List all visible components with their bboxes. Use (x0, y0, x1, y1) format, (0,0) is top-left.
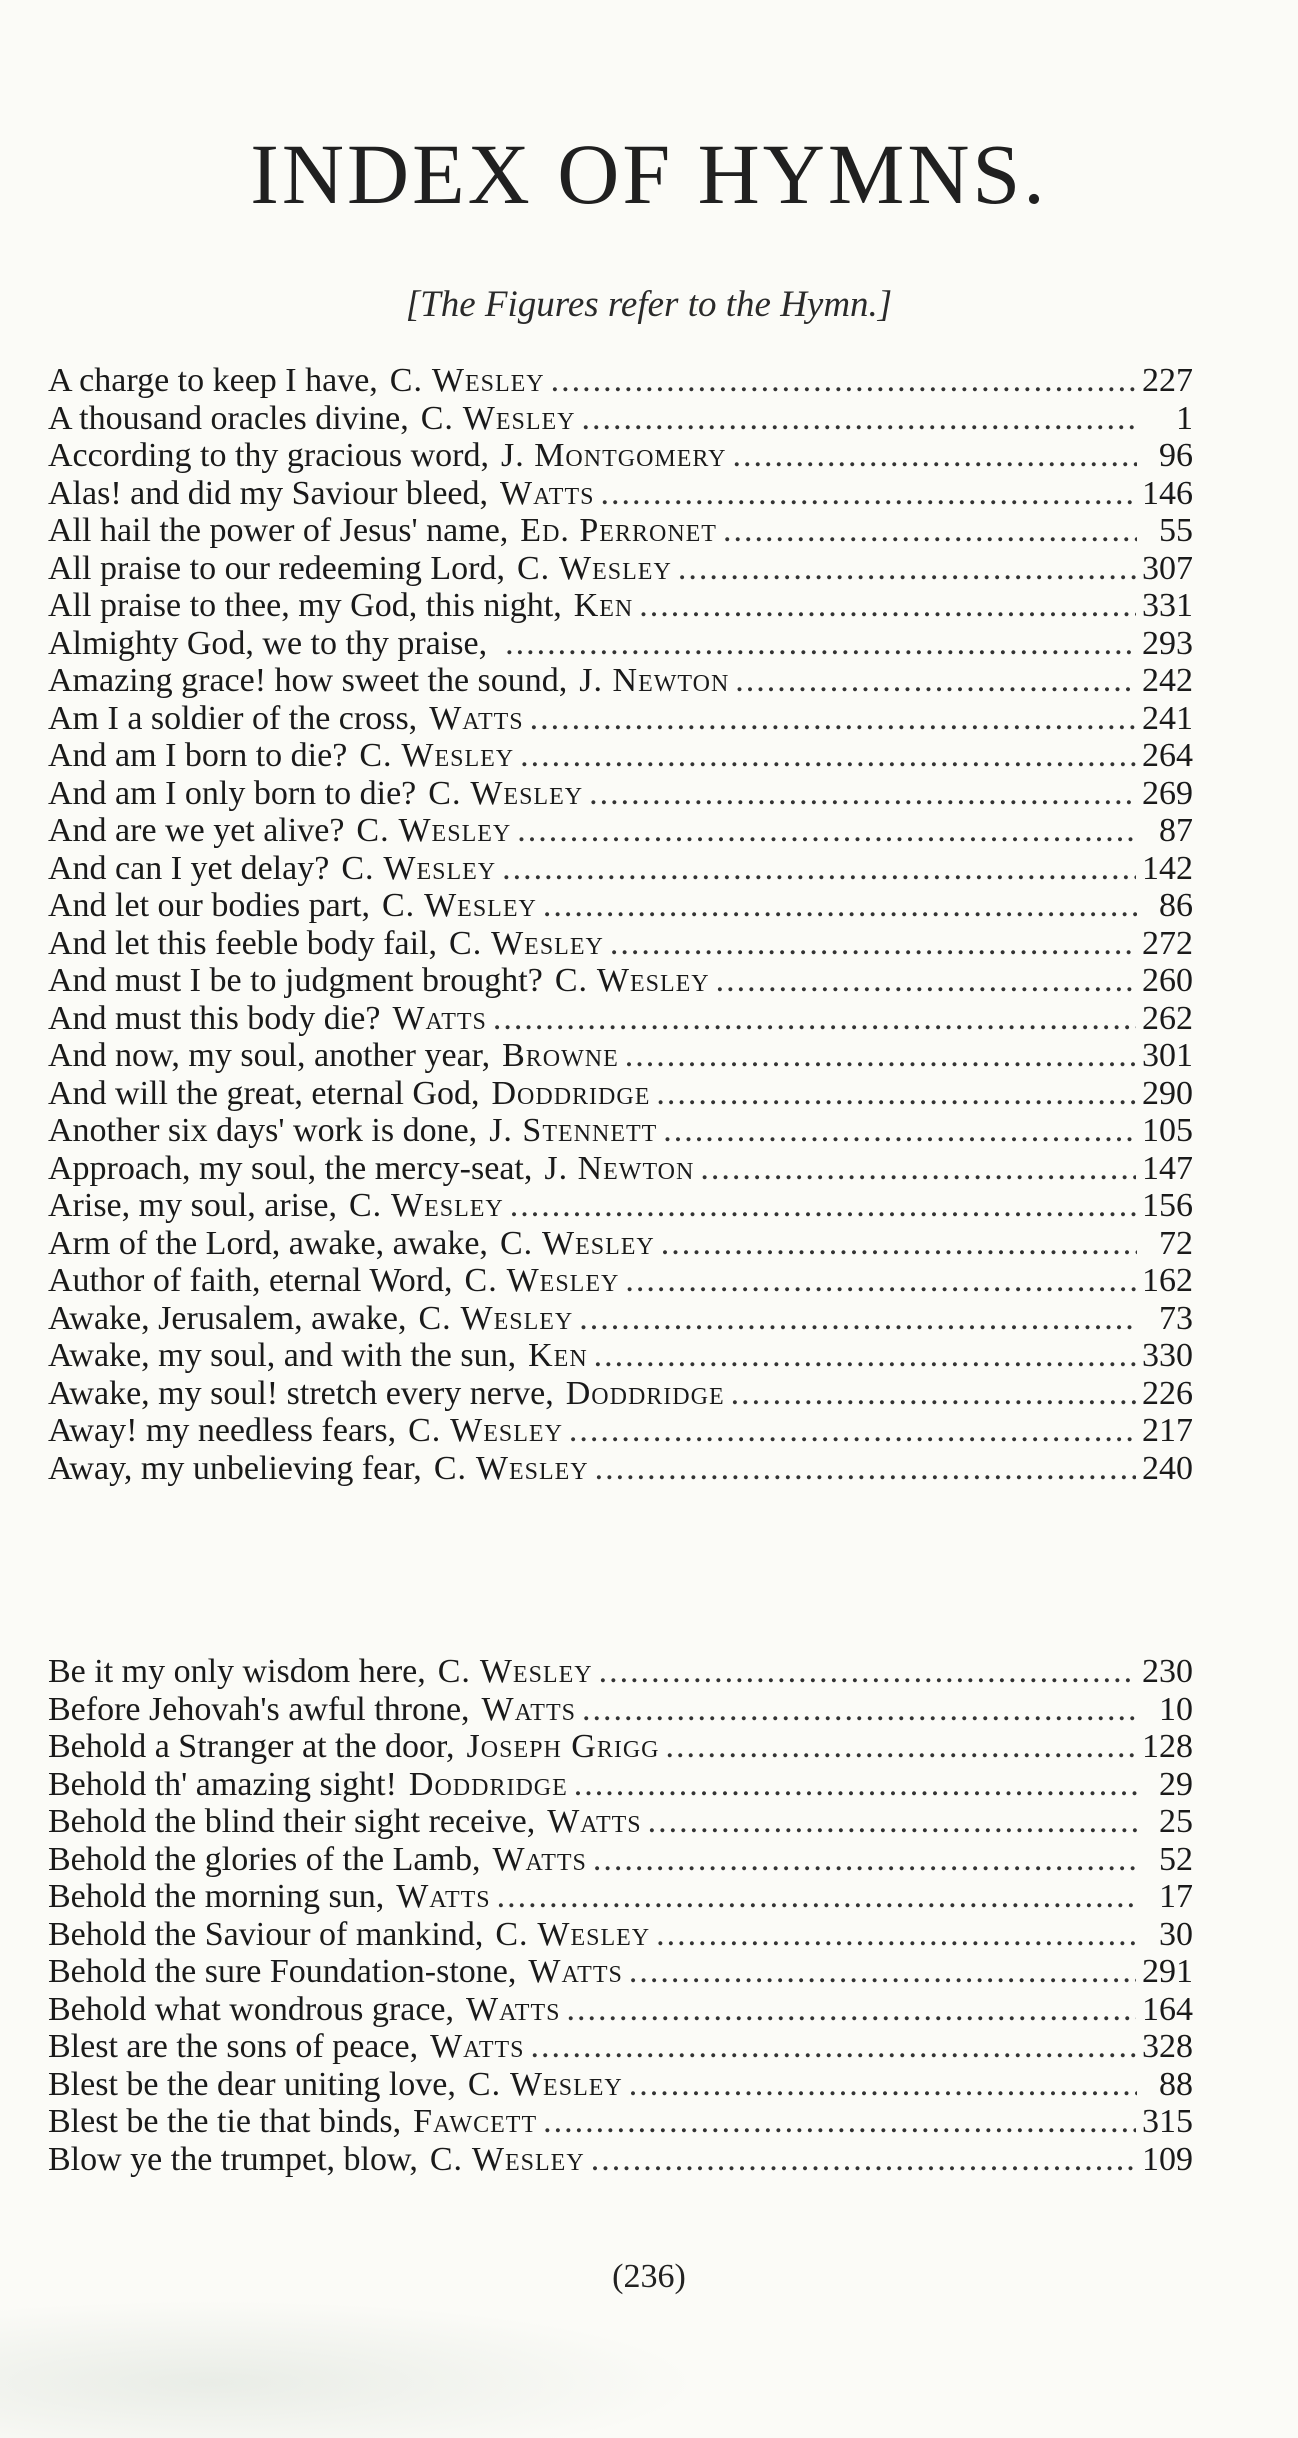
hymn-first-line: Behold the glories of the Lamb, (48, 1840, 481, 1878)
index-entry (48, 1841, 1193, 1879)
leader-dots (520, 737, 1136, 775)
leader-dots (505, 625, 1136, 663)
hymn-first-line: Awake, Jerusalem, awake, (48, 1299, 407, 1337)
index-entry (48, 1916, 1193, 1954)
index-entry (48, 1450, 1193, 1488)
hymn-first-line: Behold what wondrous grace, (48, 1990, 455, 2028)
hymn-first-line: Behold the Saviour of mankind, (48, 1915, 484, 1953)
hymn-first-line: Author of faith, eternal Word, (48, 1262, 453, 1299)
hymn-first-line: According to thy gracious word, (48, 437, 489, 474)
leader-dots (716, 962, 1136, 1000)
leader-dots (589, 775, 1136, 813)
index-entry (48, 1300, 1193, 1338)
hymn-author: Watts (492, 1840, 587, 1878)
hymn-first-line: Be it my only wisdom here, (48, 1653, 426, 1690)
leader-dots (497, 1878, 1137, 1916)
leader-dots (531, 2028, 1136, 2066)
index-entry (48, 812, 1193, 850)
index-entry (48, 887, 1193, 925)
index-entry (48, 437, 1193, 475)
index-entry (48, 1037, 1193, 1075)
hymn-number: 262 (1142, 999, 1193, 1037)
leader-dots (510, 1187, 1136, 1225)
leader-dots (731, 1375, 1136, 1413)
hymn-number: 10 (1159, 1690, 1193, 1728)
hymn-first-line: Before Jehovah's awful throne, (48, 1690, 470, 1728)
hymn-number: 1 (1176, 399, 1193, 437)
hymn-number: 86 (1159, 887, 1193, 924)
leader-dots (502, 850, 1136, 888)
hymn-number: 269 (1142, 774, 1193, 812)
leader-dots (517, 812, 1137, 850)
hymn-first-line: All praise to thee, my God, this night, (48, 587, 562, 624)
index-entry (48, 1728, 1193, 1766)
hymn-author: J. Montgomery (500, 437, 727, 474)
hymn-author: C. Wesley (356, 812, 512, 849)
index-entry (48, 1953, 1193, 1991)
index-entry (48, 1000, 1193, 1038)
hymn-number: 87 (1159, 812, 1193, 849)
leader-dots (599, 1653, 1136, 1691)
hymn-author: Ed. Perronet (520, 512, 717, 549)
page-title: INDEX OF HYMNS. (250, 126, 1048, 222)
leader-dots (594, 1337, 1136, 1375)
hymn-author: C. Wesley (516, 549, 672, 587)
page-number: (236) (612, 2258, 686, 2295)
leader-dots (591, 2141, 1136, 2179)
hymn-author: Watts (392, 999, 487, 1037)
index-entry (48, 2141, 1193, 2179)
hymn-first-line: And will the great, eternal God, (48, 1074, 480, 1112)
hymn-author: Joseph Grigg (466, 1728, 660, 1765)
hymn-author: Watts (528, 1953, 623, 1990)
hymn-first-line: And are we yet alive? (48, 812, 345, 849)
hymn-first-line: And can I yet delay? (48, 849, 330, 887)
hymn-first-line: Awake, my soul, and with the sun, (48, 1337, 517, 1374)
leader-dots (582, 400, 1137, 438)
hymn-author: C. Wesley (418, 1299, 574, 1337)
index-entry (48, 2066, 1193, 2104)
hymn-author: C. Wesley (382, 887, 537, 924)
hymn-author: Ken (573, 587, 634, 624)
hymn-number: 73 (1159, 1299, 1193, 1337)
hymn-number: 241 (1142, 699, 1193, 737)
index-entry (48, 1150, 1193, 1188)
hymn-author: C. Wesley (359, 737, 515, 774)
hymn-number: 330 (1142, 1337, 1193, 1374)
hymn-first-line: Behold th' amazing sight! (48, 1765, 397, 1803)
hymn-author: C. Wesley (389, 362, 545, 399)
leader-dots (700, 1150, 1136, 1188)
hymn-author: Doddridge (565, 1374, 725, 1412)
index-entry (48, 775, 1193, 813)
hymn-number: 242 (1142, 662, 1193, 699)
hymn-number: 272 (1142, 924, 1193, 962)
leader-dots (735, 662, 1136, 700)
hymn-number: 301 (1142, 1037, 1193, 1074)
hymn-number: 17 (1159, 1878, 1193, 1915)
hymn-author: Watts (547, 1803, 642, 1840)
hymn-number: 226 (1142, 1374, 1193, 1412)
index-entry (48, 850, 1193, 888)
index-entry (48, 362, 1193, 400)
hymn-number: 162 (1142, 1262, 1193, 1299)
hymn-author: C. Wesley (420, 399, 576, 437)
leader-dots (569, 1412, 1136, 1450)
hymn-first-line: Approach, my soul, the mercy-seat, (48, 1149, 533, 1187)
leader-dots (639, 587, 1136, 625)
hymn-number: 293 (1142, 624, 1193, 662)
index-entry (48, 1187, 1193, 1225)
hymn-number: 328 (1142, 2028, 1193, 2065)
index-entry (48, 1075, 1193, 1113)
index-entry (48, 700, 1193, 738)
leader-dots (663, 1112, 1136, 1150)
hymn-number: 96 (1159, 437, 1193, 474)
hymn-number: 264 (1142, 737, 1193, 774)
hymn-author: C. Wesley (341, 849, 497, 887)
leader-dots (566, 1991, 1136, 2029)
index-entry (48, 587, 1193, 625)
index-note: [The Figures refer to the Hymn.] (405, 284, 893, 325)
index-entry (48, 1691, 1193, 1729)
hymn-first-line: Blest be the tie that binds, (48, 2103, 402, 2140)
hymn-first-line: Another six days' work is done, (48, 1112, 478, 1149)
hymn-number: 227 (1142, 362, 1193, 399)
hymn-first-line: And now, my soul, another year, (48, 1037, 491, 1074)
hymn-first-line: And let this feeble body fail, (48, 924, 438, 962)
index-entry (48, 2028, 1193, 2066)
hymn-first-line: And must I be to judgment brought? (48, 962, 543, 999)
index-entry (48, 1803, 1193, 1841)
hymn-number: 25 (1159, 1803, 1193, 1840)
hymn-first-line: And am I only born to die? (48, 774, 417, 812)
hymn-first-line: Awake, my soul! stretch every nerve, (48, 1374, 554, 1412)
leader-dots (732, 437, 1137, 475)
hymn-author: Watts (500, 474, 595, 512)
leader-dots (656, 1075, 1136, 1113)
hymn-first-line: Almighty God, we to thy praise, (48, 624, 488, 662)
leader-dots (661, 1225, 1137, 1263)
hymn-first-line: Away! my needless fears, (48, 1412, 397, 1449)
hymn-index-section-a (48, 362, 1193, 1487)
index-entry (48, 1225, 1193, 1263)
leader-dots (625, 1037, 1136, 1075)
hymn-author: Doddridge (491, 1074, 651, 1112)
hymn-first-line: Behold a Stranger at the door, (48, 1728, 455, 1765)
index-entry (48, 962, 1193, 1000)
leader-dots (543, 887, 1137, 925)
hymn-number: 147 (1142, 1149, 1193, 1187)
hymn-number: 109 (1142, 2140, 1193, 2178)
hymn-author: C. Wesley (429, 2140, 585, 2178)
hymn-author: Watts (430, 2028, 525, 2065)
index-entry (48, 625, 1193, 663)
hymn-author: C. Wesley (408, 1412, 563, 1449)
index-entry (48, 1653, 1193, 1691)
hymn-first-line: Arm of the Lord, awake, awake, (48, 1224, 488, 1262)
index-entry (48, 400, 1193, 438)
index-entry (48, 2103, 1193, 2141)
hymn-author: Watts (466, 1990, 561, 2028)
hymn-first-line: All praise to our redeeming Lord, (48, 549, 505, 587)
hymn-number: 72 (1159, 1224, 1193, 1262)
leader-dots (648, 1803, 1137, 1841)
hymn-number: 29 (1159, 1765, 1193, 1803)
index-entry (48, 1766, 1193, 1804)
hymn-number: 30 (1159, 1915, 1193, 1953)
leader-dots (579, 1300, 1137, 1338)
hymn-first-line: And let our bodies part, (48, 887, 370, 924)
leader-dots (600, 475, 1136, 513)
leader-dots (625, 1262, 1136, 1300)
paper-stain (0, 2300, 700, 2438)
leader-dots (574, 1766, 1137, 1804)
hymn-number: 315 (1142, 2103, 1193, 2140)
hymn-author: Watts (481, 1690, 576, 1728)
hymn-number: 156 (1142, 1187, 1193, 1224)
hymn-first-line: Amazing grace! how sweet the sound, (48, 662, 568, 699)
hymn-first-line: All hail the power of Jesus' name, (48, 512, 509, 549)
hymn-author: C. Wesley (464, 1262, 620, 1299)
leader-dots (666, 1728, 1137, 1766)
hymn-author: Watts (429, 699, 524, 737)
hymn-author: Watts (396, 1878, 491, 1915)
leader-dots (595, 1450, 1136, 1488)
leader-dots (530, 700, 1136, 738)
leader-dots (593, 1841, 1137, 1879)
hymn-number: 230 (1142, 1653, 1193, 1690)
index-entry (48, 1991, 1193, 2029)
index-entry (48, 925, 1193, 963)
hymn-author: C. Wesley (449, 924, 604, 962)
hymn-number: 290 (1142, 1074, 1193, 1112)
leader-dots (723, 512, 1137, 550)
index-entry (48, 475, 1193, 513)
index-entry (48, 662, 1193, 700)
leader-dots (582, 1691, 1137, 1729)
hymn-author: J. Stennett (489, 1112, 658, 1149)
hymn-first-line: And must this body die? (48, 999, 381, 1037)
index-entry (48, 512, 1193, 550)
hymn-first-line: Behold the blind their sight receive, (48, 1803, 536, 1840)
hymn-author: C. Wesley (433, 1449, 589, 1487)
hymn-first-line: Behold the sure Foundation-stone, (48, 1953, 517, 1990)
hymn-author: C. Wesley (348, 1187, 504, 1224)
leader-dots (551, 362, 1136, 400)
leader-dots (610, 925, 1136, 963)
hymn-author: Ken (528, 1337, 588, 1374)
hymn-author: J. Newton (544, 1149, 695, 1187)
index-entry (48, 737, 1193, 775)
leader-dots (629, 2066, 1137, 2104)
hymn-first-line: Arise, my soul, arise, (48, 1187, 337, 1224)
leader-dots (656, 1916, 1137, 1954)
leader-dots (493, 1000, 1136, 1038)
hymn-first-line: Behold the morning sun, (48, 1878, 385, 1915)
hymn-author: C. Wesley (437, 1653, 593, 1690)
hymn-first-line: Blest are the sons of peace, (48, 2028, 419, 2065)
hymn-author: Browne (502, 1037, 619, 1074)
index-entry (48, 1878, 1193, 1916)
hymn-author: C. Wesley (499, 1224, 655, 1262)
hymn-first-line: Away, my unbelieving fear, (48, 1449, 422, 1487)
hymn-number: 52 (1159, 1840, 1193, 1878)
index-entry (48, 550, 1193, 588)
index-entry (48, 1112, 1193, 1150)
hymn-first-line: Am I a soldier of the cross, (48, 699, 418, 737)
index-entry (48, 1337, 1193, 1375)
hymn-author: Doddridge (408, 1765, 568, 1803)
hymn-number: 88 (1159, 2065, 1193, 2103)
index-entry (48, 1262, 1193, 1300)
hymn-number: 164 (1142, 1990, 1193, 2028)
hymn-author: C. Wesley (495, 1915, 651, 1953)
index-entry (48, 1412, 1193, 1450)
hymn-number: 142 (1142, 849, 1193, 887)
hymn-number: 217 (1142, 1412, 1193, 1449)
hymn-first-line: Alas! and did my Saviour bleed, (48, 474, 489, 512)
hymn-first-line: Blow ye the trumpet, blow, (48, 2140, 418, 2178)
hymn-author: J. Newton (579, 662, 730, 699)
hymn-number: 240 (1142, 1449, 1193, 1487)
hymn-number: 128 (1142, 1728, 1193, 1765)
leader-dots (629, 1953, 1136, 1991)
hymn-first-line: A charge to keep I have, (48, 362, 378, 399)
hymn-number: 291 (1142, 1953, 1193, 1990)
leader-dots (543, 2103, 1136, 2141)
leader-dots (678, 550, 1136, 588)
hymn-number: 307 (1142, 549, 1193, 587)
hymn-author: C. Wesley (467, 2065, 623, 2103)
hymn-first-line: And am I born to die? (48, 737, 348, 774)
index-entry (48, 1375, 1193, 1413)
hymn-number: 55 (1159, 512, 1193, 549)
hymn-number: 105 (1142, 1112, 1193, 1149)
hymn-author: Fawcett (413, 2103, 538, 2140)
hymn-author: C. Wesley (428, 774, 584, 812)
hymn-index-section-b (48, 1653, 1193, 2178)
hymn-first-line: Blest be the dear uniting love, (48, 2065, 456, 2103)
hymn-author: C. Wesley (554, 962, 710, 999)
hymn-number: 260 (1142, 962, 1193, 999)
hymn-number: 331 (1142, 587, 1193, 624)
hymn-number: 146 (1142, 474, 1193, 512)
hymn-first-line: A thousand oracles divine, (48, 399, 409, 437)
